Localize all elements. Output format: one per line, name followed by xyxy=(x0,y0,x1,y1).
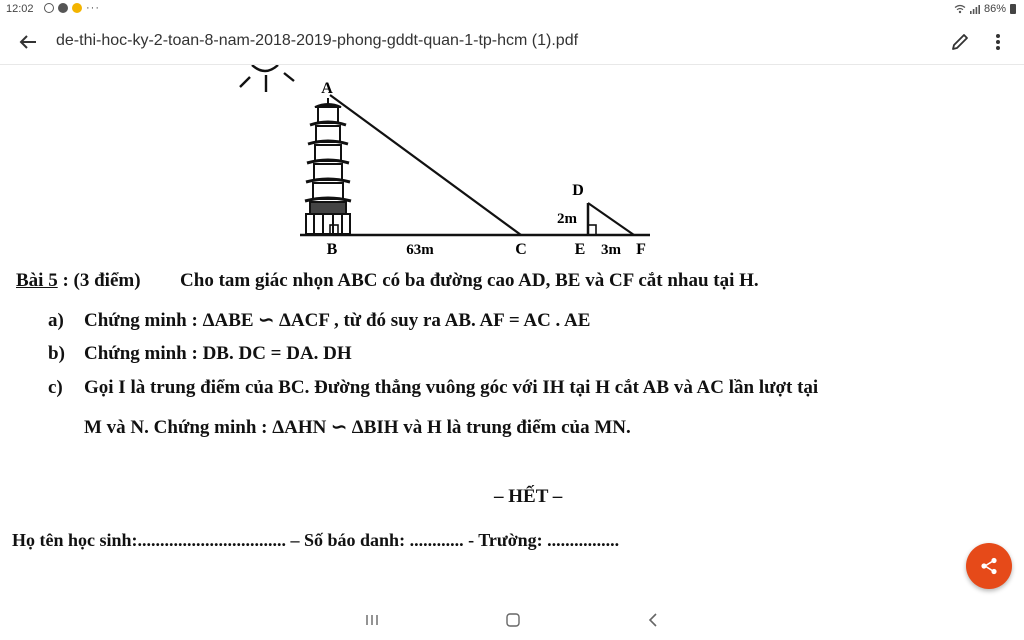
segment-DF xyxy=(588,203,634,235)
length-DE: 2m xyxy=(557,211,577,227)
battery-icon xyxy=(1010,4,1016,14)
question-c-label: c) xyxy=(48,377,63,398)
question-c xyxy=(48,377,818,399)
problem-heading-sep: : xyxy=(57,270,74,291)
pdf-page[interactable] xyxy=(0,65,1024,600)
problem-points: (3 điểm) xyxy=(73,270,141,291)
segment-AC xyxy=(330,95,521,235)
pagoda-icon xyxy=(305,98,351,234)
share-icon xyxy=(979,556,999,576)
student-info-line: Họ tên học sinh:................................. – Số báo danh: ............ - Trường: ................ xyxy=(12,530,620,550)
problem-heading: Bài 5 xyxy=(16,270,58,291)
sun-icon xyxy=(240,65,294,92)
status-time: 12:02 xyxy=(6,3,34,15)
edit-pencil-icon[interactable] xyxy=(948,30,972,54)
back-arrow-icon[interactable] xyxy=(16,30,40,54)
more-notifications-indicator: ··· xyxy=(86,2,100,14)
wifi-icon xyxy=(954,4,966,14)
question-b xyxy=(48,343,352,365)
messenger-icon xyxy=(58,3,68,13)
battery-percent: 86% xyxy=(983,3,1006,15)
end-marker: – HẾT – xyxy=(494,486,563,507)
app-toolbar xyxy=(0,20,1024,65)
question-a xyxy=(48,309,590,332)
more-options-icon[interactable] xyxy=(986,30,1010,54)
question-b-text: Chứng minh : DB. DC = DA. DH xyxy=(84,343,352,364)
home-icon[interactable] xyxy=(505,612,521,628)
question-b-label: b) xyxy=(48,343,65,364)
status-bar xyxy=(0,0,1024,20)
notification-icons xyxy=(44,3,100,13)
question-c-continued xyxy=(84,416,631,439)
status-right xyxy=(954,3,1016,15)
question-c-text-line2: M và N. Chứng minh : ΔAHN ∽ ΔBIH và H là trung điểm của MN. xyxy=(84,417,631,438)
problem-text: Cho tam giác nhọn ABC có ba đường cao AD, BE và CF cắt nhau tại H. xyxy=(180,270,759,291)
system-nav-bar xyxy=(0,600,1024,640)
back-nav-icon[interactable] xyxy=(646,612,662,628)
label-B: B xyxy=(326,241,338,258)
signal-icon xyxy=(970,4,980,14)
label-D: D xyxy=(572,182,584,199)
label-C: C xyxy=(515,241,527,258)
length-BC: 63m xyxy=(406,242,434,258)
label-A: A xyxy=(321,80,333,97)
instagram-icon xyxy=(44,3,54,13)
question-a-label: a) xyxy=(48,310,64,331)
label-F: F xyxy=(636,241,646,258)
problem-statement xyxy=(16,270,759,292)
recent-apps-icon[interactable] xyxy=(364,612,380,628)
label-E: E xyxy=(574,241,586,258)
geometry-figure xyxy=(230,65,670,260)
question-c-text-line1: Gọi I là trung điểm của BC. Đường thẳng vuông góc với IH tại H cắt AB và AC lần lượt tại xyxy=(84,377,819,398)
share-button[interactable] xyxy=(966,543,1012,589)
emoji-app-icon xyxy=(72,3,82,13)
length-EF: 3m xyxy=(601,242,621,258)
question-a-text: Chứng minh : ΔABE ∽ ΔACF , từ đó suy ra AB. AF = AC . AE xyxy=(84,310,591,331)
document-title: de-thi-hoc-ky-2-toan-8-nam-2018-2019-phong-gddt-quan-1-tp-hcm (1).pdf xyxy=(56,32,579,49)
